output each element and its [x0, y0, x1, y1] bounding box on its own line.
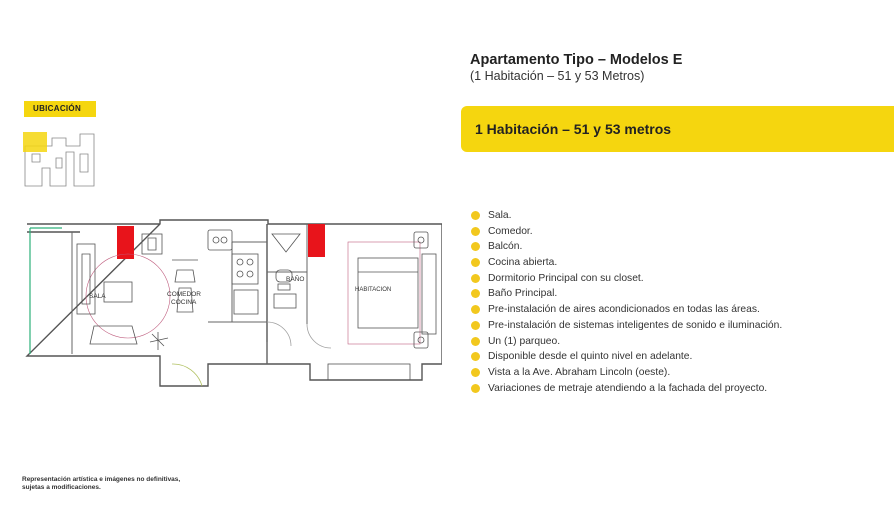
- room-label-bedroom: HABITACION: [355, 287, 392, 293]
- feature-item: Variaciones de metraje atendiendo a la fachada del proyecto.: [471, 381, 782, 397]
- feature-item: Dormitorio Principal con su closet.: [471, 271, 782, 287]
- bullet-icon: [471, 242, 480, 251]
- location-key-map: [22, 128, 98, 190]
- floor-plan: [22, 214, 442, 414]
- room-label-dining: COMEDOR: [167, 291, 201, 298]
- location-highlight: [23, 132, 47, 152]
- feature-list: [471, 208, 782, 396]
- feature-item: Sala.: [471, 208, 782, 224]
- bullet-icon: [471, 258, 480, 267]
- bullet-icon: [471, 352, 480, 361]
- bullet-icon: [471, 337, 480, 346]
- feature-item: Baño Principal.: [471, 286, 782, 302]
- model-banner: [461, 106, 894, 152]
- bullet-icon: [471, 305, 480, 314]
- feature-item: Pre-instalación de aires acondicionados en todas las áreas.: [471, 302, 782, 318]
- room-label-bath: BAÑO: [286, 276, 305, 283]
- structural-column-right: [308, 224, 325, 257]
- feature-item: Un (1) parqueo.: [471, 334, 782, 350]
- bullet-icon: [471, 211, 480, 220]
- bullet-icon: [471, 274, 480, 283]
- feature-item: Balcón.: [471, 239, 782, 255]
- bullet-icon: [471, 289, 480, 298]
- bullet-icon: [471, 384, 480, 393]
- bullet-icon: [471, 321, 480, 330]
- room-label-living: SALA: [89, 293, 106, 300]
- disclaimer: [22, 476, 180, 491]
- page-title: Apartamento Tipo – Modelos E: [470, 52, 683, 68]
- feature-item: Cocina abierta.: [471, 255, 782, 271]
- bullet-icon: [471, 227, 480, 236]
- feature-item: Comedor.: [471, 224, 782, 240]
- room-label-kitchen: COCINA: [171, 299, 197, 306]
- feature-item: Vista a la Ave. Abraham Lincoln (oeste).: [471, 365, 782, 381]
- bullet-icon: [471, 368, 480, 377]
- disclaimer-line: Representación artística e imágenes no definitivas,: [22, 476, 181, 483]
- feature-item: Disponible desde el quinto nivel en adelante.: [471, 349, 782, 365]
- model-banner-label: 1 Habitación – 51 y 53 metros: [475, 121, 672, 137]
- disclaimer-line: sujetas a modificaciones.: [22, 483, 101, 491]
- page-subtitle: (1 Habitación – 51 y 53 Metros): [470, 69, 645, 83]
- location-badge: [24, 101, 96, 117]
- location-badge-label: UBICACIÓN: [33, 104, 82, 113]
- feature-item: Pre-instalación de sistemas inteligentes de sonido e iluminación.: [471, 318, 782, 334]
